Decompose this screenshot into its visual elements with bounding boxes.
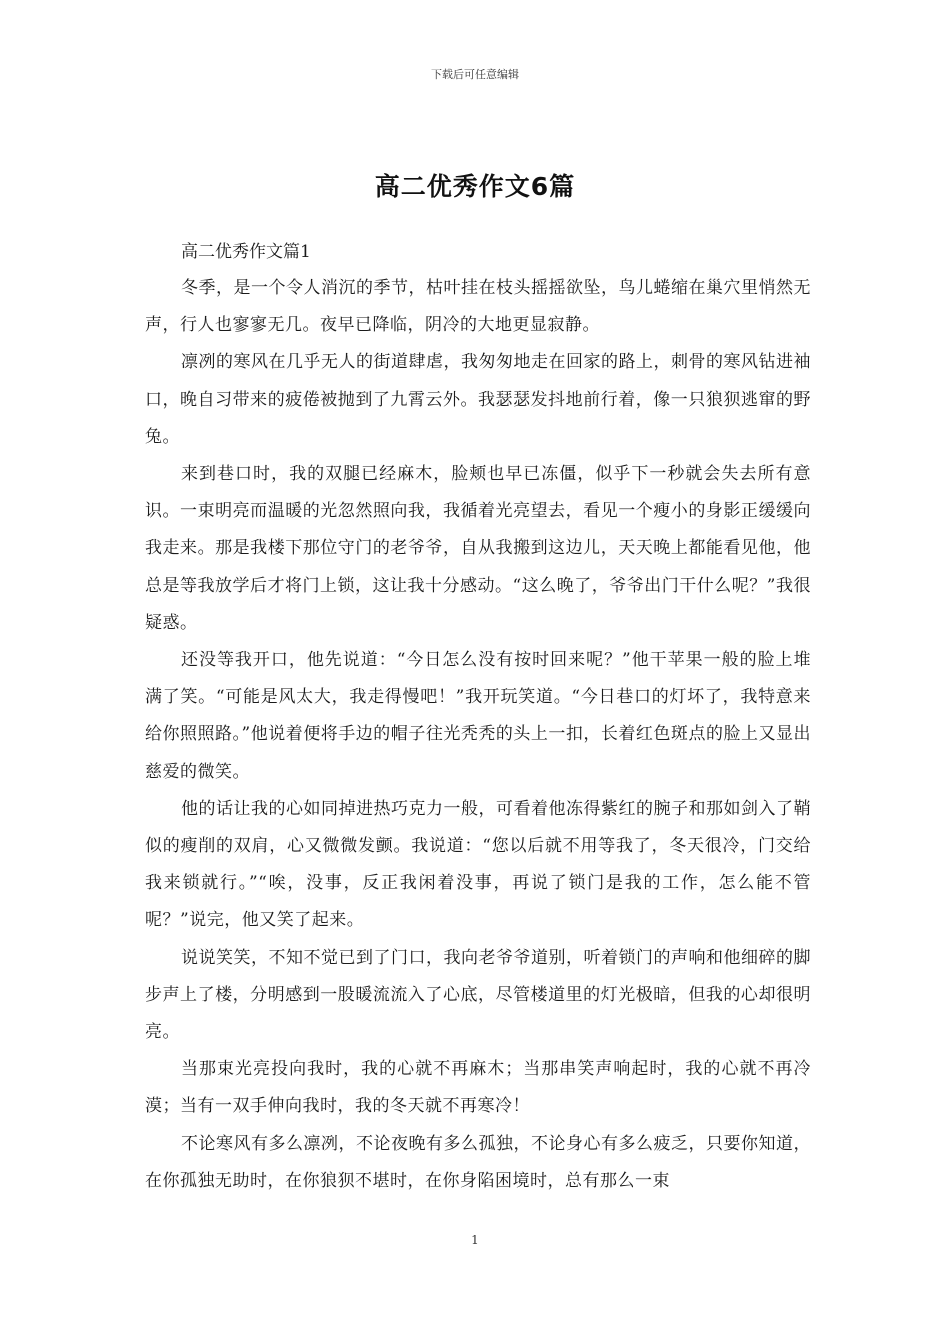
- paragraph: 说说笑笑，不知不觉已到了门口，我向老爷爷道别，听着锁门的声响和他细碎的脚步声上了楼，分明感到一股暖流流入了心底，尽管楼道里的灯光极暗，但我的心却很明亮。: [145, 947, 811, 1043]
- paragraph: 当那束光亮投向我时，我的心就不再麻木；当那串笑声响起时，我的心就不再冷漠；当有一双手伸向我时，我的冬天就不再寒冷！: [145, 1059, 811, 1117]
- page-header-note: 下载后可任意编辑: [431, 68, 519, 81]
- paragraph: 还没等我开口，他先说道：“今日怎么没有按时回来呢？”他干苹果一般的脸上堆满了笑。“可能是风太大，我走得慢吧！”我开玩笑道。“今日巷口的灯坏了，我特意来给你照照路。”他说着便将手边的帽子往光秃秃的头上一扣，长着红色斑点的脸上又显出慈爱的微笑。: [145, 650, 811, 782]
- section-heading: 高二优秀作文篇1: [181, 242, 311, 262]
- paragraph: 凛冽的寒风在几乎无人的街道肆虐，我匆匆地走在回家的路上，刺骨的寒风钻进袖口，晚自习带来的疲倦被抛到了九霄云外。我瑟瑟发抖地前行着，像一只狼狈逃窜的野兔。: [145, 352, 811, 447]
- document-title: 高二优秀作文6篇: [374, 171, 576, 201]
- page-number: 1: [471, 1233, 479, 1247]
- paragraph: 他的话让我的心如同掉进热巧克力一般，可看着他冻得紫红的腕子和那如剑入了鞘似的瘦削的双肩，心又微微发颤。我说道：“您以后就不用等我了，冬天很冷，门交给我来锁就行。”“唉，没事，反正我闲着没事，再说了锁门是我的工作，怎么能不管呢？”说完，他又笑了起来。: [145, 798, 811, 931]
- paragraph: 冬季，是一个令人消沉的季节，枯叶挂在枝头摇摇欲坠，鸟儿蜷缩在巢穴里悄然无声，行人也寥寥无几。夜早已降临，阴冷的大地更显寂静。: [145, 278, 811, 336]
- paragraph: 来到巷口时，我的双腿已经麻木，脸颊也早已冻僵，似乎下一秒就会失去所有意识。一束明亮而温暖的光忽然照向我，我循着光亮望去，看见一个瘦小的身影正缓缓向我走来。那是我楼下那位守门的老爷爷，自从我搬到这边儿，天天晚上都能看见他，他总是等我放学后才将门上锁，这让我十分感动。“这么晚了，爷爷出门干什么呢？”我很疑惑。: [145, 464, 811, 633]
- document-body: [145, 234, 811, 1200]
- paragraph: 不论寒风有多么凛冽，不论夜晚有多么孤独，不论身心有多么疲乏，只要你知道，在你孤独无助时，在你狼狈不堪时，在你身陷困境时，总有那么一束: [145, 1133, 811, 1191]
